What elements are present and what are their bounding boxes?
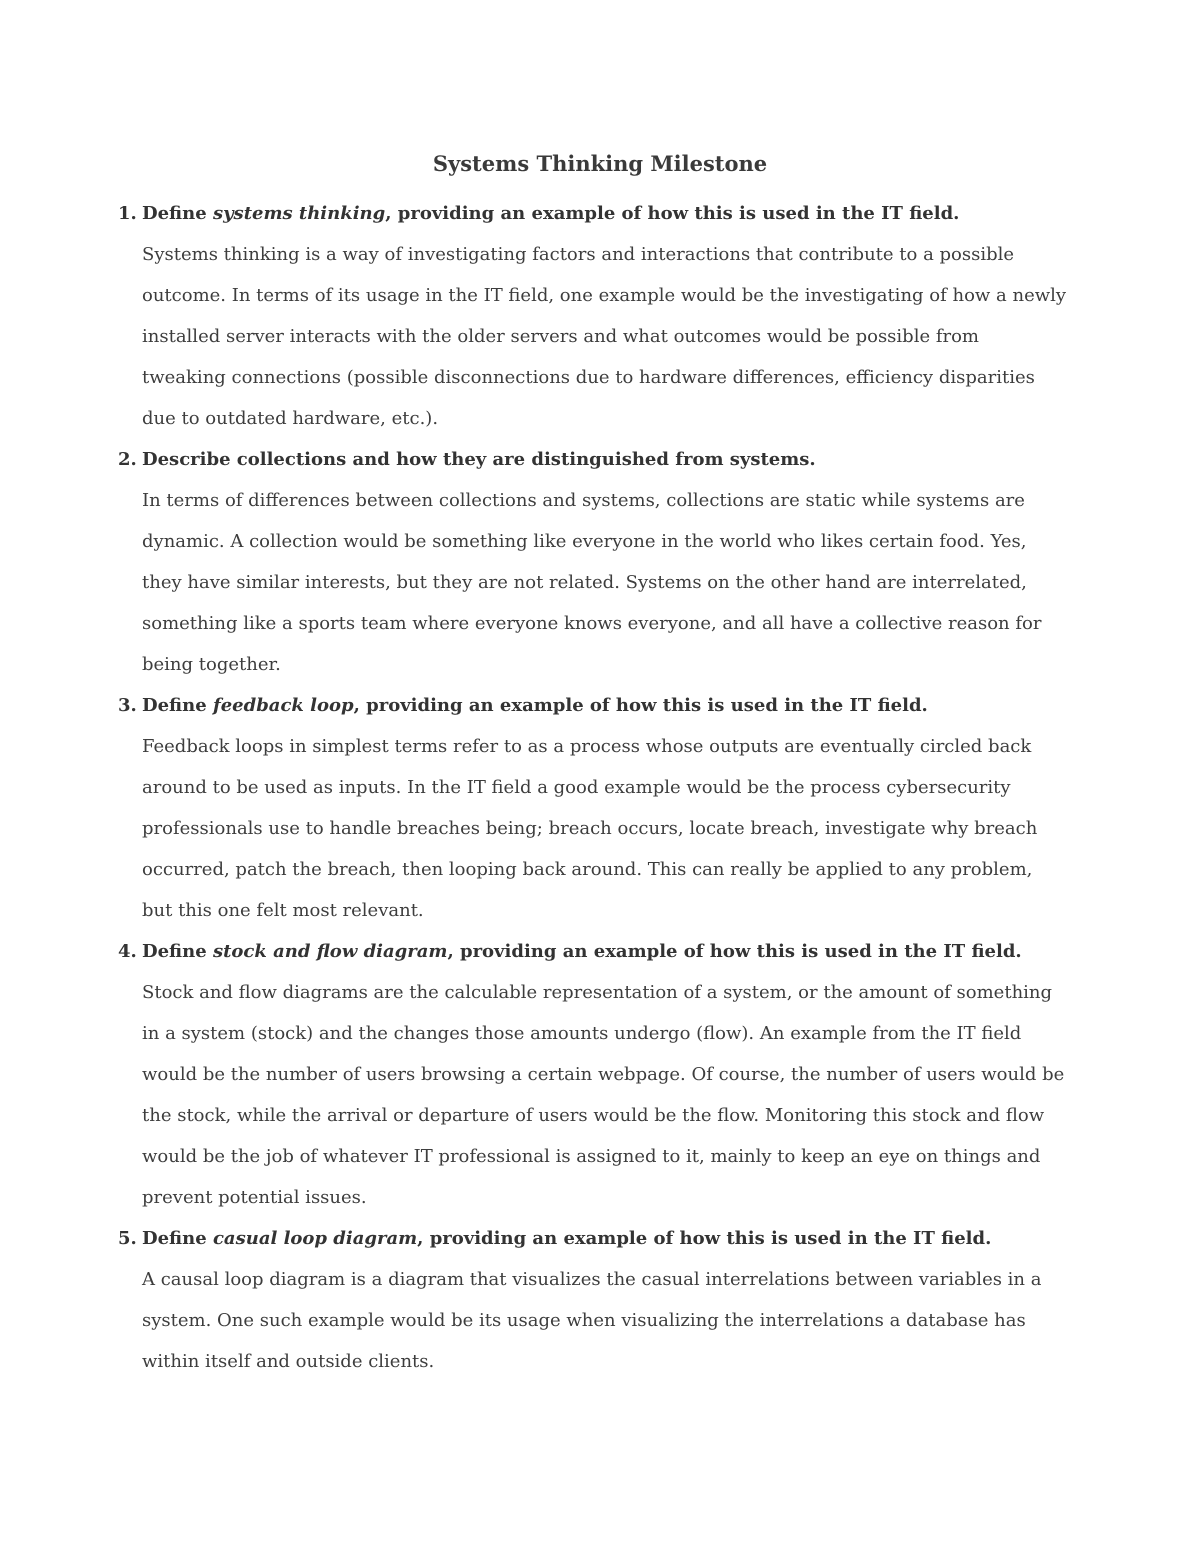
question-term: feedback loop xyxy=(212,695,354,716)
question-text xyxy=(142,439,816,480)
question-heading xyxy=(118,193,1068,234)
answer-paragraph: Stock and flow diagrams are the calculable representation of a system, or the amount of something in a system (stock) and the changes those amounts undergo (flow). An example from the IT field would be the number of users browsing a certain webpage. Of course, the number of users would be the stock, while the arrival or departure of users would be the flow. Monitoring this stock and flow would be the job of whatever IT professional is assigned to it, mainly to keep an eye on things and prevent potential issues. xyxy=(142,982,1065,1208)
question-suffix: , providing an example of how this is used in the IT field. xyxy=(385,203,960,224)
question-text xyxy=(142,1218,991,1259)
question-term: systems thinking xyxy=(212,203,386,224)
question-term: stock and flow diagram xyxy=(212,941,448,962)
question-number: 5. xyxy=(118,1228,137,1249)
question-heading xyxy=(118,1218,1068,1259)
question-prefix: Define xyxy=(142,941,213,962)
question-heading xyxy=(118,685,1068,726)
question-number: 4. xyxy=(118,941,137,962)
answer-paragraph: Feedback loops in simplest terms refer to as a process whose outputs are eventually circled back around to be used as inputs. In the IT field a good example would be the process cybersecurity professionals use to handle breaches being; breach occurs, locate breach, investigate why breach occurred, patch the breach, then looping back around. This can really be applied to any problem, but this one felt most relevant. xyxy=(142,736,1038,921)
question-prefix: Define xyxy=(142,1228,213,1249)
question-suffix: , providing an example of how this is used in the IT field. xyxy=(417,1228,992,1249)
question-prefix: Describe collections and how they are distinguished from systems. xyxy=(142,449,816,470)
question-item-2 xyxy=(118,439,1068,685)
question-term: casual loop diagram xyxy=(212,1228,418,1249)
question-item-5 xyxy=(118,1218,1068,1382)
question-suffix: , providing an example of how this is used in the IT field. xyxy=(353,695,928,716)
question-number: 2. xyxy=(118,449,137,470)
question-heading xyxy=(118,931,1068,972)
answer-paragraph: In terms of differences between collections and systems, collections are static while systems are dynamic. A collection would be something like everyone in the world who likes certain food. Yes, they have similar interests, but they are not related. Systems on the other hand are interrelated, something like a sports team where everyone knows everyone, and all have a collective reason for being together. xyxy=(142,490,1042,675)
question-prefix: Define xyxy=(142,695,213,716)
question-prefix: Define xyxy=(142,203,213,224)
question-item-3 xyxy=(118,685,1068,931)
question-number: 3. xyxy=(118,695,137,716)
question-item-1 xyxy=(118,193,1068,439)
answer-paragraph: A causal loop diagram is a diagram that visualizes the casual interrelations between variables in a system. One such example would be its usage when visualizing the interrelations a database has within itself and outside clients. xyxy=(142,1269,1042,1372)
question-heading xyxy=(118,439,1068,480)
question-text xyxy=(142,685,928,726)
question-text xyxy=(142,931,1022,972)
answer-paragraph: Systems thinking is a way of investigating factors and interactions that contribute to a possible outcome. In terms of its usage in the IT field, one example would be the investigating of how a newly installed server interacts with the older servers and what outcomes would be possible from tweaking connections (possible disconnections due to hardware differences, efficiency disparities due to outdated hardware, etc.). xyxy=(142,244,1067,429)
question-list xyxy=(118,193,1068,1382)
question-item-4 xyxy=(118,931,1068,1218)
question-text xyxy=(142,193,959,234)
question-suffix: , providing an example of how this is used in the IT field. xyxy=(447,941,1022,962)
document-title: Systems Thinking Milestone xyxy=(432,151,768,176)
question-number: 1. xyxy=(118,203,137,224)
